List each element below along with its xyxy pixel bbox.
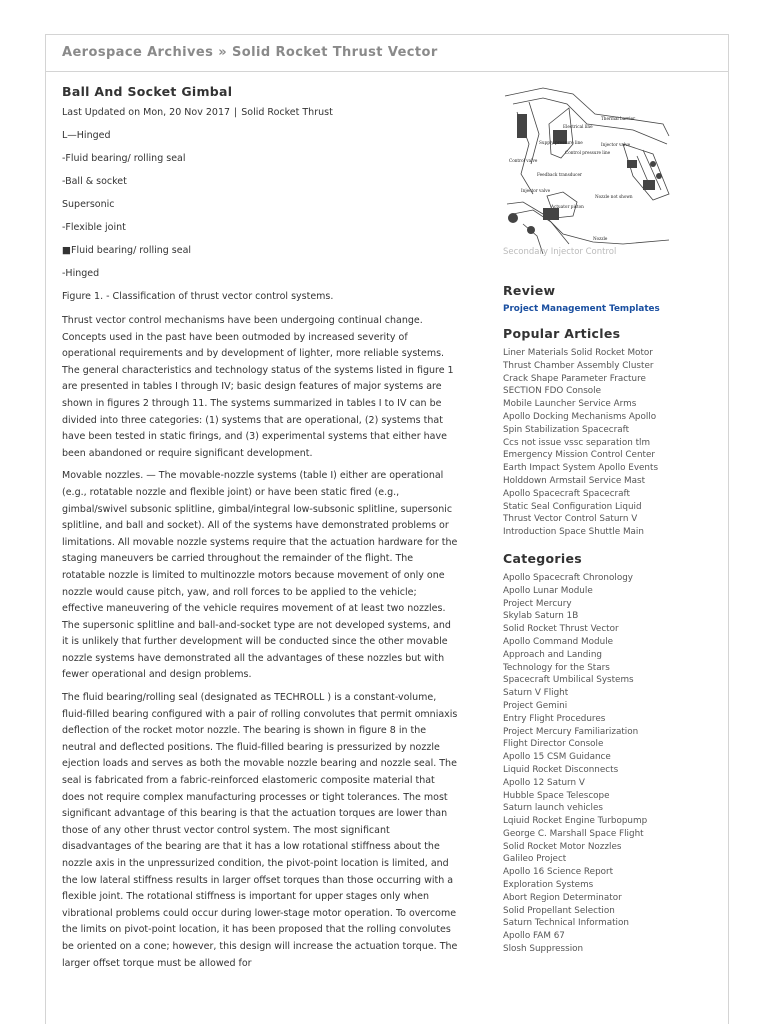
category-link[interactable]: Skylab Saturn 1B [503, 611, 579, 622]
sidebar [503, 84, 673, 956]
category-link[interactable]: Solid Propellant Selection [503, 905, 615, 916]
category-link[interactable]: Project Gemini [503, 700, 568, 711]
category-link[interactable]: Apollo Spacecraft Chronology [503, 572, 633, 583]
diagram-label: Electrical line [563, 124, 593, 129]
category-link[interactable]: Flight Director Console [503, 739, 604, 750]
popular-article-link[interactable]: Static Seal Configuration Liquid [503, 501, 642, 512]
categories-heading: Categories [503, 550, 582, 566]
category-link[interactable]: Apollo 15 CSM Guidance [503, 752, 611, 763]
popular-article-link[interactable]: Liner Materials Solid Rocket Motor [503, 348, 653, 358]
category-link[interactable]: Project Mercury [503, 598, 572, 609]
classification-line: -Ball & socket [62, 176, 127, 187]
category-link[interactable]: Project Mercury Familiarization [503, 726, 639, 737]
meta-separator: | [234, 107, 238, 118]
diagram-label: Supply pressure line [539, 140, 583, 145]
popular-articles-list [503, 347, 673, 539]
popular-article-link[interactable]: Thrust Vector Control Saturn V [503, 514, 638, 525]
article-meta [62, 106, 458, 120]
review-link[interactable]: Project Management Templates [503, 304, 660, 314]
classification-line: L—Hinged [62, 130, 111, 141]
popular-article-link[interactable]: Spin Stabilization Spacecraft [503, 424, 630, 435]
classification-line: ■Fluid bearing/ rolling seal [62, 245, 192, 256]
category-link[interactable]: Abort Region Determinator [503, 892, 622, 903]
breadcrumb [46, 35, 728, 72]
article [62, 84, 458, 978]
classification-line: -Fluid bearing/ rolling seal [62, 153, 186, 164]
article-paragraph: The fluid bearing/rolling seal (designated as TECHROLL ) is a constant-volume, fluid-filled bearing configured with a pair of rolling convolutes that permit omniaxis deflection of the rocket motor nozzle. The bearing is shown in figure 8 in the neutral and deflected positions. The fluid-filled bearing is pressurized by nozzle ejection loads and serves as both the movable nozzle bearing and nozzle seal. The seal is fabricated from a fabric-reinforced elastomeric composite material that does not require complex manufacturing processes or tight tolerances. The most significant advantage of this bearing is that the actuation torques are lower than those of any other thrust vector control system. The most significant disadvantages of the bearing are that it has a low rotational stiffness about the nozzle axis in the unpressurized condition, the pivot-point location is limited, and the low lateral stiffness results in larger offset torques than those occurring with a flexible joint. The rotational stiffness is important for upper stages only when vibrational problems could occur during lower-stage motor operation. To overcome the limits on pivot-point location, it has been proposed that the rolling convolutes be oriented on a cone; however, this design will increase the actuation torque. The larger offset torque must be allowed for [62, 692, 458, 969]
figure-caption: Figure 1. - Classification of thrust vector control systems. [62, 291, 334, 302]
category-link[interactable]: Solid Rocket Motor Nozzles [503, 841, 622, 852]
article-category-link[interactable]: Solid Rocket Thrust [241, 107, 333, 118]
popular-article-link[interactable]: SECTION FDO Console [503, 386, 602, 397]
category-link[interactable]: Approach and Landing [503, 649, 602, 660]
injector-control-diagram [503, 84, 670, 254]
category-link[interactable]: Apollo Lunar Module [503, 585, 593, 596]
category-link[interactable]: Saturn V Flight [503, 688, 569, 699]
classification-line: Supersonic [62, 199, 115, 210]
category-link[interactable]: Slosh Suppression [503, 944, 584, 955]
popular-article-link[interactable]: Ccs not issue vssc separation tlm [503, 437, 651, 448]
categories-list [503, 572, 673, 956]
diagram-label: Injector valve [521, 188, 551, 193]
diagram-label: Thermal barrier [601, 116, 636, 121]
diagram-label: Actuator piston [551, 204, 584, 209]
category-link[interactable]: Lqiuid Rocket Engine Turbopump [503, 816, 648, 827]
category-link[interactable]: Saturn Technical Information [503, 918, 629, 929]
popular-article-link[interactable]: Holddown Armstail Service Mast [503, 475, 646, 486]
category-link[interactable]: Galileo Project [503, 854, 567, 865]
category-link[interactable]: Apollo 16 Science Report [503, 867, 614, 878]
category-link[interactable]: Exploration Systems [503, 880, 594, 891]
category-link[interactable]: Liquid Rocket Disconnects [503, 764, 619, 775]
breadcrumb-current-page[interactable]: Solid Rocket Thrust Vector [232, 45, 438, 60]
category-link[interactable]: Entry Flight Procedures [503, 713, 606, 724]
popular-article-link[interactable]: Crack Shape Parameter Fracture [503, 373, 646, 384]
review-heading: Review [503, 283, 556, 298]
diagram-label: Control valve [509, 158, 538, 163]
category-link[interactable]: Solid Rocket Thrust Vector [503, 624, 619, 635]
diagram-label: Feedback transducer [537, 172, 582, 177]
diagram-label: Control pressure line [565, 150, 611, 155]
breadcrumb-section-link[interactable]: Aerospace Archives [62, 45, 214, 60]
article-updated: Last Updated on Mon, 20 Nov 2017 [62, 107, 231, 118]
article-paragraph: Movable nozzles. — The movable-nozzle systems (table I) either are operational (e.g., rotatable nozzle and flexible joint) or have been static fired (e.g., gimbal/swivel subsonic splitline, gimbal/integral low-subsonic splitline, supersonic splitline, and ball and socket). All of the systems have demonstrated problems or limitations. All movable nozzle systems require that the actuation hardware for the staging maneuvers be carried throughout the remainder of the flight. The rotatable nozzle is limited to multinozzle motors because movement of only one nozzle would cause pitch, yaw, and roll forces to be applied to the vehicle; effective maneuvering of the vehicle requires movement of at least two nozzles. The supersonic splitline and ball-and-socket type are not developed systems, and it is unlikely that further development will be conducted since the other movable nozzle systems have demonstrated all the advantages of these nozzles but with fewer operational and design problems. [62, 470, 458, 681]
category-link[interactable]: Saturn launch vehicles [503, 803, 603, 814]
popular-article-link[interactable]: Apollo Docking Mechanisms Apollo [503, 411, 657, 422]
popular-article-link[interactable]: Apollo Spacecraft Spacecraft [503, 488, 630, 499]
classification-line: -Flexible joint [62, 222, 126, 233]
figure-caption: Secondary Injector Control [503, 247, 617, 257]
diagram-label: Nozzle not shown [595, 194, 633, 199]
popular-article-link[interactable]: Thrust Chamber Assembly Cluster [503, 360, 654, 371]
popular-article-link[interactable]: Emergency Mission Control Center [503, 450, 656, 461]
sidebar-figure[interactable] [503, 84, 670, 269]
popular-articles-heading: Popular Articles [503, 326, 621, 341]
diagram-label: Nozzle [593, 236, 608, 241]
category-link[interactable]: Hubble Space Telescope [503, 790, 610, 801]
classification-line: -Hinged [62, 268, 100, 279]
category-link[interactable]: Spacecraft Umbilical Systems [503, 675, 634, 686]
category-link[interactable]: Apollo FAM 67 [503, 931, 565, 942]
diagram-label: Injector valve [601, 142, 631, 147]
category-link[interactable]: Technology for the Stars [503, 662, 610, 673]
popular-article-link[interactable]: Earth Impact System Apollo Events [503, 463, 659, 474]
article-paragraph: Thrust vector control mechanisms have been undergoing continual change. Concepts used in the past have been outmoded by increased severity of operational requirements and by development of lighter, more reliable systems. The general characteristics and technology status of the systems listed in figure 1 are presented in tables I through IV; basic design features of major systems are shown in figures 2 through 11. The systems summarized in tables I to IV can be divided into three categories: (1) systems that are operational, (2) systems that have been tested in static firings, and (3) experimental systems that either have been abandoned or require significant development. [62, 315, 454, 459]
article-title: Ball And Socket Gimbal [62, 84, 233, 99]
category-link[interactable]: Apollo Command Module [503, 636, 614, 647]
breadcrumb-separator: » [218, 45, 228, 60]
popular-article-link[interactable]: Introduction Space Shuttle Main [503, 527, 644, 538]
category-link[interactable]: Apollo 12 Saturn V [503, 777, 585, 788]
category-link[interactable]: George C. Marshall Space Flight [503, 828, 644, 839]
popular-article-link[interactable]: Mobile Launcher Service Arms [503, 399, 637, 410]
